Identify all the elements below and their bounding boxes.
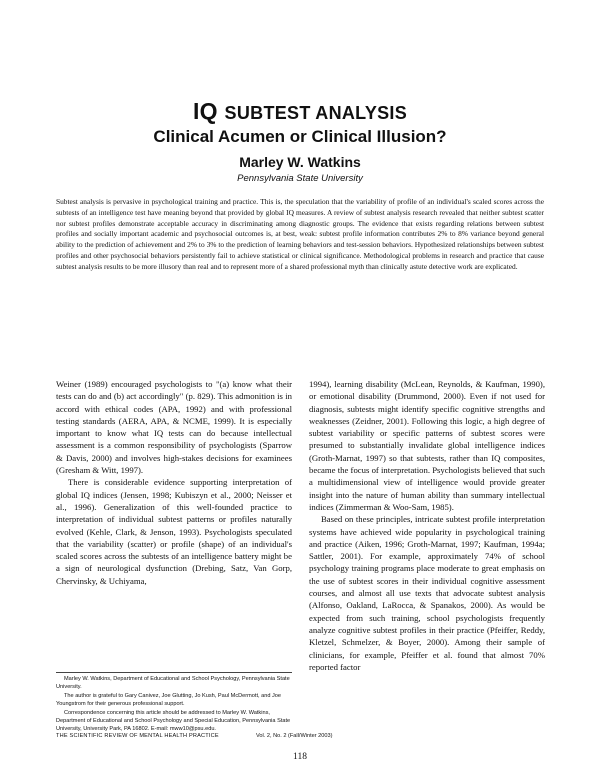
body-paragraph: Based on these principles, intricate subtest profile interpretation systems have achieved wide popularity in psychological training and practice (Aiken, 1996; Groth-Marnat, 1997; Kaufman, 1994a; Sattler, 2001). For example, approximately 74% of school psychology training programs place moderate to great emphasis on the use of subtest scores in their individual cognitive assessment courses, and almost all use texts that advocate subtest analysis (Alfonso, Oakland, LaRocca, & Spanakos, 2000). As would be expected from such training, school psychologists frequently analyze cognitive subtest profiles in their practice (Pfeiffer, Reddy, Kletzel, Schmelzer, & Boyer, 2000). Among their sample of clinicians, for example, Pfeiffer et al. found that almost 70% reported factor (309, 514, 545, 672)
journal-name: THE SCIENTIFIC REVIEW OF MENTAL HEALTH PRACTICE (56, 733, 219, 739)
body-paragraph: There is considerable evidence supporting interpretation of global IQ indices (Jensen, 1998; Kubiszyn et al., 2000; Neisser et al., 1996). Generalization of this well-founded practice to interpretation of individual subtest patterns or profiles naturally evolved (Kehle, Clark, & Jenson, 1993). Psychologists speculated that the variability (scatter) or profile (shape) of an individual's scaled scores across the subtests of an intelligence battery might be a sign of neurological dysfunction (Drebing, Satz, Van Gorp, Chervinsky, & Uchiyama, (56, 477, 292, 586)
body-paragraph: 1994), learning disability (McLean, Reynolds, & Kaufman, 1990), or emotional disability (Drummond, 2000). Even if not used for diagnosis, subtests might identify specific cognitive strengths and weaknesses (Zeidner, 2001). Following this logic, a high degree of subtest variability or specific patterns of subtest scores were presumed to substantially invalidate global intelligence indices (Groth-Marnat, 1997) so that subtests, rather than IQ composites, became the focus of interpretation. Psychologists believed that such a multidimensional view of intelligence would provide greater insight into the nature of human ability than summary intellectual indices (Zimmerman & Woo-Sam, 1985). (309, 379, 545, 512)
body-column-right (309, 378, 545, 673)
author-affiliation: Pennsylvania State University (237, 173, 363, 184)
journal-footer (56, 733, 544, 739)
title-initial: IQ (192, 98, 218, 124)
article-title (0, 98, 600, 125)
footnote-line: Correspondence concerning this article should be addressed to Marley W. Watkins, Department of Educational and School Psychology and Special Education, Pennsylvania State University, University Park, PA 16802. E-mail: mww10@psu.edu. (56, 710, 291, 732)
title-rest: SUBTEST ANALYSIS (224, 103, 408, 123)
journal-volume: Vol. 2, No. 2 (Fall/Winter 2003) (256, 733, 333, 739)
body-paragraph: Weiner (1989) encouraged psychologists to "(a) know what their tests can do and (b) act accordingly" (p. 829). This admonition is in accord with ethical codes (APA, 1992) and with professional testing standards (AERA, APA, & NCME, 1999). It is especially important to know what IQ tests can do because intellectual assessment is a common responsibility of psychologists (Sparrow & Davis, 2000) and involves high-stakes decisions for examinees (Gresham & Witt, 1997). (56, 379, 292, 476)
footnote-line: The author is grateful to Gary Canivez, Joe Glutting, Jo Kush, Paul McDermott, and Joe Youngstrom for their generous professional support. (56, 693, 282, 707)
body-column-left (56, 378, 292, 587)
author-footnote (56, 672, 292, 735)
footnote-line: Marley W. Watkins, Department of Educational and School Psychology, Pennsylvania State University. (56, 676, 290, 690)
author-name: Marley W. Watkins (239, 154, 361, 170)
page-number: 118 (293, 752, 307, 762)
abstract: Subtest analysis is pervasive in psychological training and practice. This is, the speculation that the variability of profile of an individual's scaled scores across the subtests of an intelligence test have meaning beyond that provided by global IQ measures. A review of subtest analysis research revealed that neither subtest scatter nor subtest profiles demonstrate acceptable accuracy in discriminating among diagnostic groups. The evidence that exists regarding relations between subtest profiles and socially important academic and psychosocial outcomes is, at best, weak: subtest profile information contributes 2% to 8% variance beyond general ability to the prediction of achievement and 2% to 3% to the prediction of learning behaviors and test-session behaviors. Hypothesized relationships between subtest profiles and other psychosocial behaviors persistently fail to achieve statistical or clinical significance. Methodological problems in research and practice that cause subtest analysis results to be more illusory than real and to represent more of a shared professional myth than clinically astute detective work are explicated. (56, 197, 544, 271)
article-subtitle: Clinical Acumen or Clinical Illusion? (153, 127, 447, 146)
